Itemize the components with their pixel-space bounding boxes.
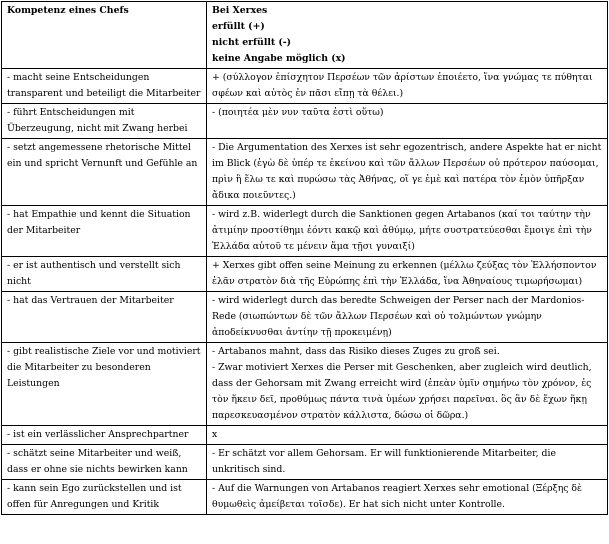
assessment-cell [207,257,608,292]
competence-cell: - hat das Vertrauen der Mitarbeiter [2,292,207,343]
competence-cell: - ist ein verlässlicher Ansprechpartner [2,426,207,445]
assessment-text: - wird z.B. widerlegt durch die Sanktionen gegen Artabanos (καί τοι ταύτην τὴν ἀτιμίην προστίθημι ἐόντι κακῷ καὶ ἀθύμῳ, μήτε συστρατεύεσθαι ἔμοιγε ἐπὶ τὴν Ἑλλάδα αὐτοῦ τε μένειν ἅμα τῇσι γυναιξί) [212,209,592,252]
table-row [2,343,608,426]
header-not-fulfilled-line: nicht erfüllt (-) [212,37,292,48]
assessment-cell [207,104,608,139]
table-row [2,257,608,292]
competence-cell: - gibt realistische Ziele vor und motiviert die Mitarbeiter zu besonderen Leistungen [2,343,207,426]
assessment-cell [207,69,608,104]
assessment-cell [207,206,608,257]
assessment-cell [207,139,608,206]
assessment-text: + (σύλλογον ἐπίσχητον Περσέων τῶν ἀρίστων ἐποιέετο, ἵνα γνώμας τε πύθηται σφέων καὶ αὐτὸς ἐν πᾶσι εἴπῃ τὰ θέλει.) [212,72,593,99]
competence-cell: - führt Entscheidungen mit Überzeugung, nicht mit Zwang herbei [2,104,207,139]
header-xerxes [207,2,608,69]
competence-cell: - setzt angemessene rhetorische Mittel ein und spricht Vernunft und Gefühle an [2,139,207,206]
assessment-text: - Auf die Warnungen von Artabanos reagiert Xerxes sehr emotional (Ξέρξης δὲ θυμωθεὶς ἀμείβεται τοῖσδε). Er hat sich nicht unter Kontrolle. [212,483,583,510]
header-no-info-line: keine Angabe möglich (x) [212,53,346,64]
header-fulfilled-line: erfüllt (+) [212,21,265,32]
competence-table [1,1,608,515]
table-row [2,139,608,206]
competence-cell: - kann sein Ego zurückstellen und ist offen für Anregungen und Kritik [2,480,207,515]
assessment-text: - Er schätzt vor allem Gehorsam. Er will funktionierende Mitarbeiter, die unkritisch sind. [212,448,556,475]
header-xerxes-line: Bei Xerxes [212,5,268,16]
assessment-text: - wird widerlegt durch das beredte Schweigen der Perser nach der Mardonios-Rede (σιωπώντων δὲ τῶν ἄλλων Περσέων καὶ οὐ τολμώντων γνώμην ἀποδείκνυσθαι ἀντίην τῇ προκειμένῃ) [212,295,585,338]
assessment-cell [207,343,608,426]
competence-cell: - macht seine Entscheidungen transparent und beteiligt die Mitarbeiter [2,69,207,104]
assessment-text: - Zwar motiviert Xerxes die Perser mit Geschenken, aber zugleich wird deutlich, dass der Gehorsam mit Zwang erreicht wird (ἐπεὰν ὑμῖν σημήνω τὸν χρόνον, ἐς τὸν ἥκειν δεῖ, προθύμως πάντα τινὰ ὑμέων χρήσει παρεῖναι. ὃς ἂν δὲ ἔχων ἥκῃ παρεσκευασμένον στρατὸν κάλλιστα, δώσω οἱ δῶρα.) [212,362,592,421]
table-header-row [2,2,608,69]
assessment-text: - Die Argumentation des Xerxes ist sehr egozentrisch, andere Aspekte hat er nicht im Blick (ἐγὼ δὲ ὑπέρ τε ἐκείνου καὶ τῶν ἄλλων Περσέων οὐ πρότερον παύσομαι, πρὶν ἢ ἕλω τε καὶ πυρώσω τὰς Ἀθήνας, οἵ γε ἐμὲ καὶ πατέρα τὸν ἐμὸν ὑπῆρξαν ἄδικα ποιεῦντες.) [212,142,602,201]
assessment-cell [207,426,608,445]
competence-cell: - schätzt seine Mitarbeiter und weiß, dass er ohne sie nichts bewirken kann [2,445,207,480]
table-row [2,206,608,257]
assessment-cell [207,480,608,515]
table-row [2,426,608,445]
table-row [2,69,608,104]
assessment-cell [207,445,608,480]
table-row [2,480,608,515]
table-body [2,69,608,515]
competence-cell: - er ist authentisch und verstellt sich nicht [2,257,207,292]
assessment-text: - (ποιητέα μὲν νυν ταῦτα ἐστὶ οὕτω) [212,107,384,118]
table-row [2,292,608,343]
header-competence: Kompetenz eines Chefs [2,2,207,69]
competence-cell: - hat Empathie und kennt die Situation der Mitarbeiter [2,206,207,257]
assessment-text: x [212,429,218,440]
assessment-text: + Xerxes gibt offen seine Meinung zu erkennen (μέλλω ζεύξας τὸν Ἑλλήσποντον ἐλᾶν στρατὸν διὰ τῆς Εὐρώπης ἐπὶ τὴν Ἑλλάδα, ἵνα Ἀθηναίους τιμωρήσωμαι) [212,260,597,287]
table-row [2,445,608,480]
table-row [2,104,608,139]
assessment-text: - Artabanos mahnt, dass das Risiko dieses Zuges zu groß sei. [212,346,500,357]
assessment-cell [207,292,608,343]
